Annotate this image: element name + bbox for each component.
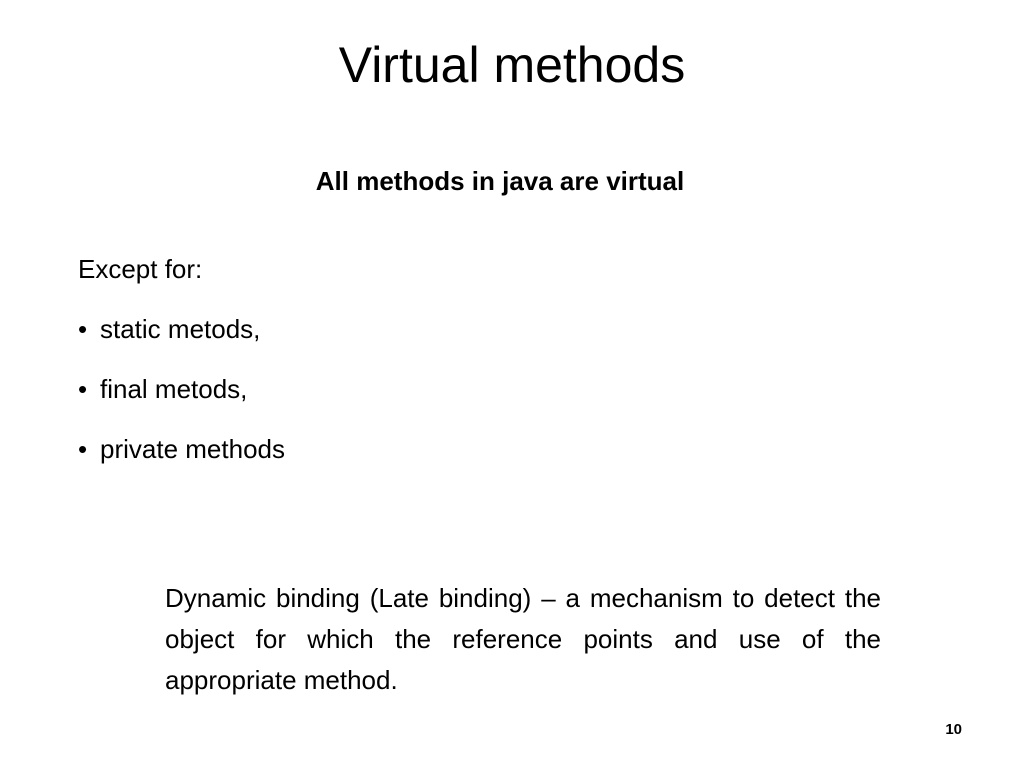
slide-title: Virtual methods (338, 37, 686, 93)
slide-subtitle: All methods in java are virtual (315, 166, 685, 196)
except-label: Except for: (78, 254, 203, 284)
bullet-icon: • (78, 374, 88, 404)
bullet-icon: • (78, 434, 88, 464)
list-item-text: final metods, (100, 374, 248, 404)
list-item (78, 310, 678, 370)
list-item-text: private methods (100, 434, 285, 464)
list-item (78, 370, 678, 430)
list-item (78, 430, 678, 490)
dynamic-binding-definition: Dynamic binding (Late binding) – a mechanism to detect the object for which the reference points and use of the appropriate method. (165, 583, 881, 695)
exceptions-list (78, 250, 678, 490)
list-item-text: static metods, (100, 314, 261, 344)
bullet-icon: • (78, 314, 88, 344)
page-number: 10 (945, 721, 962, 738)
